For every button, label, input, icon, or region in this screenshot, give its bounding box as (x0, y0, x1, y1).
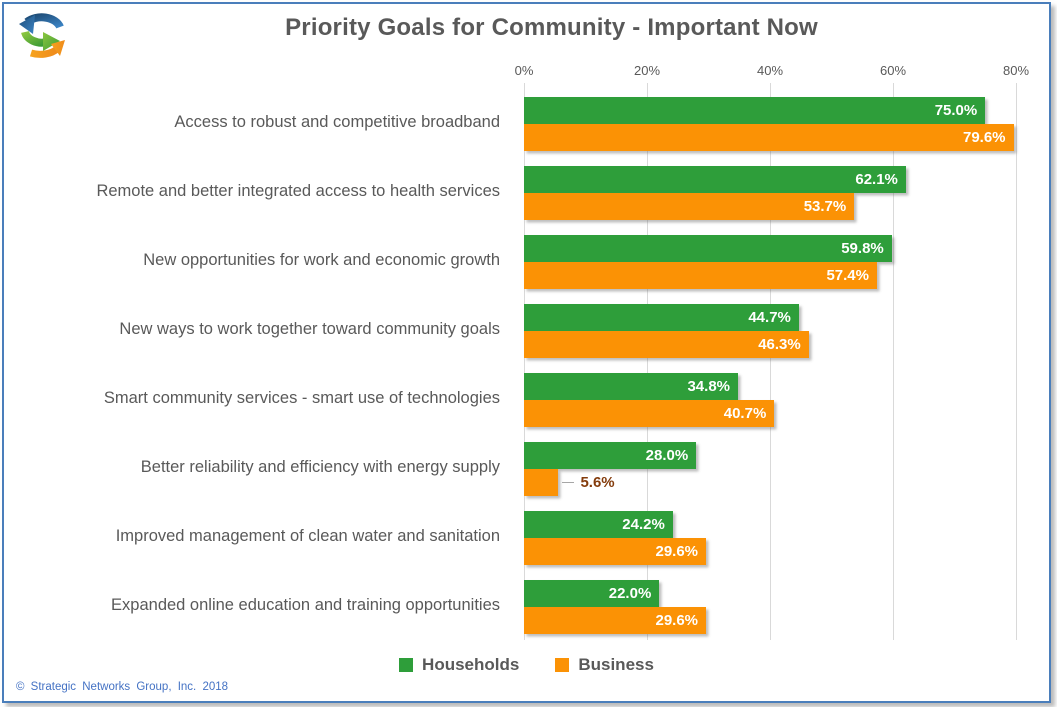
bar-row (524, 88, 1016, 157)
bar-value-label: 75.0% (934, 102, 978, 119)
bar-value-label: 46.3% (758, 336, 801, 353)
legend-swatch-households (399, 658, 413, 672)
category-label: Better reliability and efficiency with energy supply (140, 458, 500, 476)
x-axis-tick-label: 0% (514, 63, 534, 78)
bar-business (524, 607, 706, 634)
legend-swatch-business (555, 658, 569, 672)
category-label: Expanded online education and training opportunities (111, 596, 500, 614)
bar-households (524, 235, 892, 262)
category-label: New ways to work together toward community goals (119, 320, 500, 338)
bar-business (524, 262, 877, 289)
category-label: Remote and better integrated access to health services (96, 182, 500, 200)
bar-row (524, 502, 1016, 571)
bar-value-label: 53.7% (803, 198, 847, 215)
bar-business (524, 400, 774, 427)
category-label: New opportunities for work and economic growth (143, 251, 500, 269)
bar-value-label: 34.8% (687, 378, 731, 395)
bar-row (524, 226, 1016, 295)
bar-value-label: 5.6% (580, 474, 615, 491)
bar-business (524, 124, 1014, 151)
bar-value-label: 44.7% (748, 309, 791, 326)
bar-business (524, 469, 615, 496)
chart-title: Priority Goals for Community - Important Now (285, 14, 818, 41)
label-leader-line (562, 482, 574, 483)
bar-business (524, 331, 809, 358)
bar-value-label: 79.6% (962, 129, 1006, 146)
bar-households (524, 442, 696, 469)
bar-business (524, 193, 854, 220)
bar-value-label: 40.7% (723, 405, 767, 422)
bar-row (524, 571, 1016, 640)
legend-label: Business (578, 655, 654, 674)
legend-label: Households (422, 655, 520, 674)
bar-households (524, 511, 673, 538)
legend (4, 655, 1049, 675)
bar-value-label: 57.4% (826, 267, 869, 284)
legend-item-households (399, 655, 519, 675)
bar-value-label: 59.8% (841, 240, 884, 257)
report-page (2, 2, 1051, 703)
bar-row (524, 295, 1016, 364)
category-label: Smart community services - smart use of technologies (103, 389, 500, 407)
bar-households (524, 97, 985, 124)
bar-households (524, 580, 659, 607)
bar-value-label: 29.6% (655, 612, 699, 629)
category-label: Improved management of clean water and sanitation (115, 527, 500, 545)
category-labels (8, 88, 510, 640)
legend-item-business (555, 655, 654, 675)
bar-row (524, 364, 1016, 433)
bar-households (524, 304, 799, 331)
bar-value-label: 28.0% (645, 447, 689, 464)
bar-value-label: 62.1% (855, 171, 898, 188)
bar-households (524, 373, 738, 400)
bar-households (524, 166, 906, 193)
plot-area (524, 88, 1016, 640)
bar-row (524, 157, 1016, 226)
copyright-text: © Strategic Networks Group, Inc. 2018 (16, 681, 229, 693)
bar-business (524, 538, 706, 565)
bar-value-label: 24.2% (622, 516, 665, 533)
x-axis-tick-label: 60% (879, 63, 907, 78)
bar-value-label: 22.0% (608, 585, 652, 602)
bar-row (524, 433, 1016, 502)
x-axis-tick-label: 80% (1002, 63, 1030, 78)
category-label: Access to robust and competitive broadband (174, 113, 500, 131)
bar-value-label: 29.6% (655, 543, 699, 560)
x-axis-tick-label: 40% (756, 63, 784, 78)
x-axis-tick-label: 20% (633, 63, 661, 78)
